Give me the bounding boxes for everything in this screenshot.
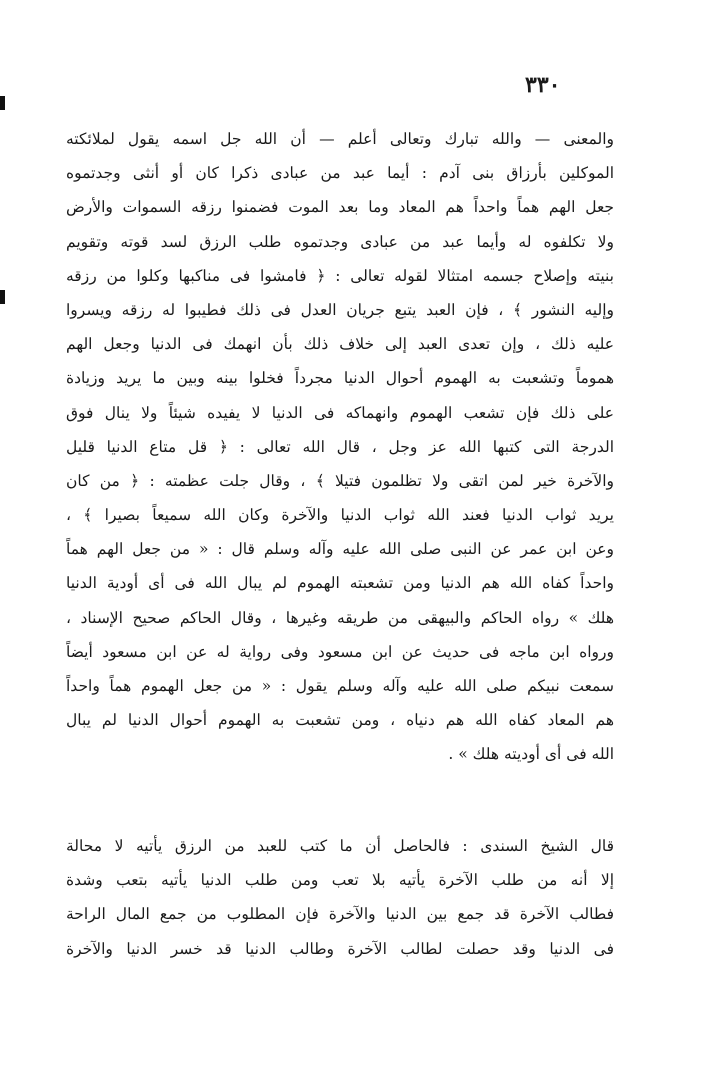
text-line: والآخرة خير لمن اتقى ولا تظلمون فتيلا ﴾ ، وقال جلت عظمته : ﴿ من كان bbox=[66, 471, 614, 490]
text-line: بنيته وإصلاح جسمه امتثالا لقوله تعالى : ﴿ فامشوا فى مناكبها وكلوا من رزقه bbox=[66, 266, 614, 285]
text-line: ولا تكلفوه له وأيما عبد من عبادى وجدتموه طلب الرزق لسد قوته وتقويم bbox=[66, 232, 614, 251]
text-line: الله فى أى أوديته هلك » . bbox=[448, 745, 614, 764]
text-line: فطالب الآخرة قد جمع بين الدنيا والآخرة فإن المطلوب من جمع المال الراحة bbox=[66, 905, 614, 924]
text-line: قال الشيخ السندى : فالحاصل أن ما كتب للعبد من الرزق يأتيه لا محالة bbox=[66, 837, 614, 855]
text-line: فى الدنيا وقد حصلت لطالب الآخرة وطالب الدنيا قد خسر الدنيا والآخرة bbox=[66, 939, 614, 958]
paragraph-sindi bbox=[66, 829, 614, 966]
text-line: الموكلين بأرزاق بنى آدم : أيما عبد من عبادى ذكرا كان أو أنثى وجدتموه bbox=[66, 164, 614, 183]
text-line: ورواه ابن ماجه فى حديث عن ابن مسعود وفى رواية له عن ابن مسعود أيضاً bbox=[66, 642, 614, 661]
text-line: عليه ذلك ، وإن تعدى العبد إلى خلاف ذلك بأن انهمك فى الدنيا وجعل الهم bbox=[66, 335, 614, 354]
text-line: والمعنى — والله تبارك وتعالى أعلم — أن الله جل اسمه يقول لملائكته bbox=[66, 130, 614, 148]
margin-mark-middle bbox=[0, 290, 5, 304]
text-line: الدرجة التى كتبها الله عز وجل ، قال الله تعالى : ﴿ قل متاع الدنيا قليل bbox=[66, 437, 614, 456]
page-number: ٣٣٠ bbox=[525, 72, 561, 98]
text-line: هموماً وتشعبت به الهموم أحوال الدنيا مجرداً فخلوا بينه وبين ما يريد وزيادة bbox=[66, 369, 614, 388]
text-line: وإليه النشور ﴾ ، فإن العبد يتبع جريان العدل فى ذلك فطيبوا له رزقه ويسروا bbox=[66, 300, 614, 319]
text-line: سمعت نبيكم صلى الله عليه وآله وسلم يقول : « من جعل الهموم هماً واحداً bbox=[66, 677, 614, 695]
text-line: يريد ثواب الدنيا فعند الله ثواب الدنيا والآخرة وكان الله سميعاً بصيرا ﴾ ، bbox=[66, 506, 614, 525]
text-line: جعل الهم هماً واحداً هم المعاد وما بعد الموت فضمنوا رزقه السموات والأرض bbox=[66, 198, 614, 217]
paragraph-main bbox=[66, 122, 614, 772]
text-line: وعن ابن عمر عن النبى صلى الله عليه وآله وسلم قال : « من جعل الهم هماً bbox=[66, 540, 614, 559]
text-line: على ذلك فإن تشعب الهموم وانهماكه فى الدنيا لا يفيده شيئاً ولا ينال فوق bbox=[66, 403, 614, 422]
text-line: هلك » رواه الحاكم والبيهقى من طريقه وغيرها ، وقال الحاكم صحيح الإسناد ، bbox=[66, 608, 614, 627]
text-line: هم المعاد كفاه الله هم دنياه ، ومن تشعبت به الهموم أحوال الدنيا لم يبال bbox=[66, 711, 614, 730]
margin-mark-top bbox=[0, 96, 5, 110]
text-line: إلا أنه من طلب الآخرة يأتيه بلا تعب ومن طلب الدنيا يأتيه بتعب وشدة bbox=[66, 871, 614, 890]
text-line: واحداً كفاه الله هم الدنيا ومن تشعبته الهموم لم يبال الله فى أى أودية الدنيا bbox=[66, 574, 614, 593]
